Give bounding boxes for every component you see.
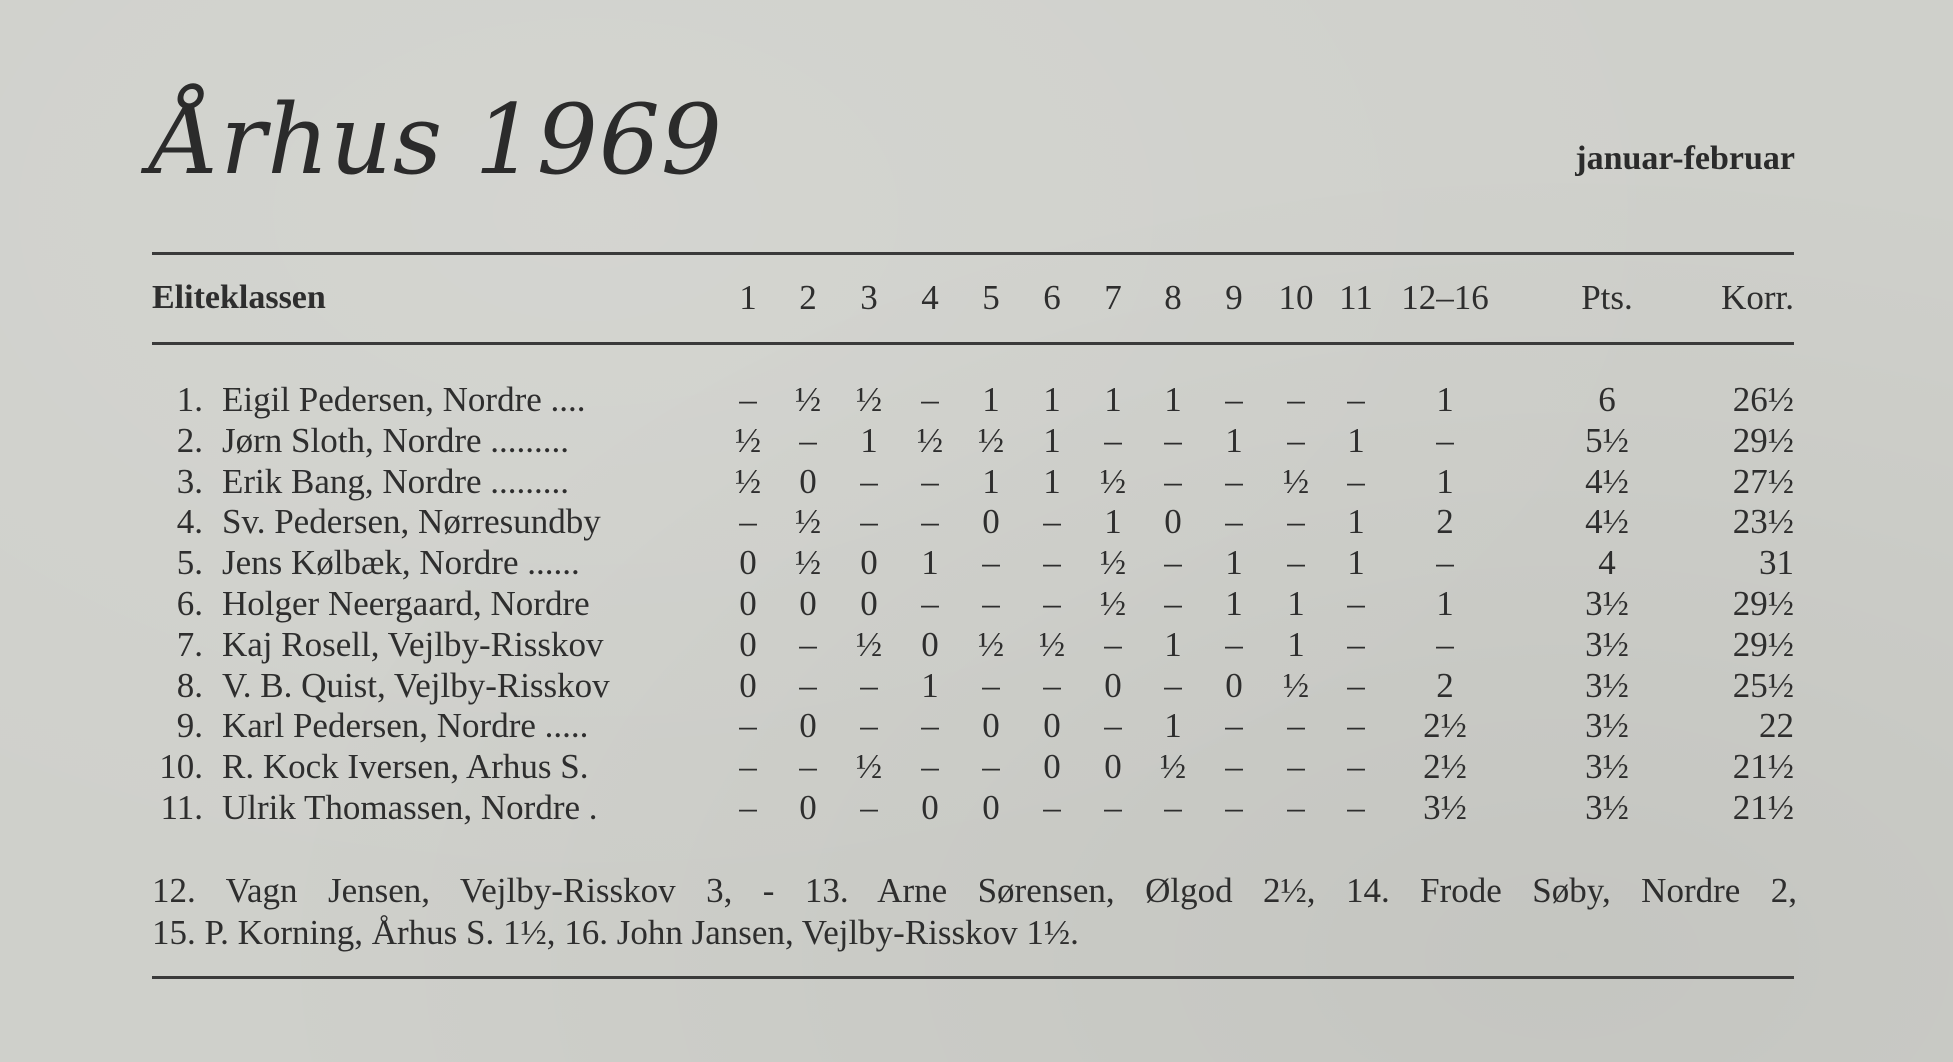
result-cell: – — [860, 665, 878, 705]
table-row — [0, 502, 1953, 542]
result-cell: – — [1436, 543, 1454, 583]
column-header: 4 — [921, 278, 939, 317]
points: 4 — [1598, 543, 1616, 583]
column-header: Pts. — [1581, 278, 1633, 317]
result-cell: ½ — [855, 380, 883, 419]
result-cell: 1 — [1164, 624, 1182, 664]
column-header: 2 — [799, 278, 817, 317]
top-divider — [152, 252, 1794, 255]
result-cell: 1 — [1436, 461, 1454, 501]
result-cell: – — [1347, 747, 1365, 787]
column-header: 7 — [1104, 278, 1122, 317]
korr-score: 21½ — [1732, 788, 1794, 827]
result-cell: 1 — [1164, 706, 1182, 746]
result-cell: – — [1104, 706, 1122, 746]
korr-score: 29½ — [1732, 420, 1794, 460]
rank: 3. — [176, 461, 203, 501]
rank: 5. — [176, 543, 203, 583]
result-cell: – — [1225, 624, 1243, 664]
result-cell: – — [1225, 380, 1243, 419]
result-cell: 1 — [921, 665, 939, 705]
result-cell: – — [1164, 584, 1182, 623]
result-cell: 1 — [1104, 380, 1122, 419]
result-cell: 0 — [982, 502, 1000, 542]
result-cell: 1 — [1043, 380, 1061, 419]
korr-score: 29½ — [1732, 624, 1794, 664]
footer-line-1: 12. Vagn Jensen, Vejlby-Risskov 3, - 13. Arne Sørensen, Ølgod 2½, 14. Frode Søby, Nordre 2, — [152, 871, 1797, 910]
result-cell: 0 — [799, 706, 817, 746]
result-cell: ½ — [794, 502, 822, 542]
result-cell: 1 — [982, 461, 1000, 501]
result-cell: – — [1164, 665, 1182, 705]
result-cell: 0 — [799, 788, 817, 827]
result-cell: 1 — [1043, 461, 1061, 501]
result-cell: – — [982, 747, 1000, 787]
result-cell: – — [1043, 584, 1061, 623]
column-header: 9 — [1225, 278, 1243, 317]
column-header: 12–16 — [1401, 278, 1489, 317]
result-cell: 1 — [1287, 624, 1305, 664]
header-divider — [152, 342, 1794, 345]
result-cell: ½ — [916, 420, 944, 460]
korr-score: 27½ — [1732, 461, 1794, 501]
date-range: januar-februar — [1575, 140, 1795, 177]
result-cell: ½ — [1282, 665, 1310, 705]
player-name: V. B. Quist, Vejlby-Risskov — [222, 665, 610, 705]
points: 3½ — [1585, 706, 1629, 746]
result-cell: – — [1225, 788, 1243, 827]
result-cell: – — [1436, 624, 1454, 664]
column-header: Korr. — [1721, 278, 1794, 317]
result-cell: – — [799, 747, 817, 787]
result-cell: 2 — [1436, 665, 1454, 705]
result-cell: – — [1436, 420, 1454, 460]
result-cell: – — [1043, 543, 1061, 583]
column-header: 10 — [1278, 278, 1314, 317]
result-cell: 1 — [1104, 502, 1122, 542]
table-row — [0, 584, 1953, 624]
result-cell: 0 — [1043, 706, 1061, 746]
result-cell: – — [1287, 380, 1305, 419]
table-header — [0, 278, 1953, 318]
result-cell: – — [1287, 420, 1305, 460]
korr-score: 31 — [1759, 543, 1794, 583]
result-cell: 2½ — [1423, 706, 1467, 746]
column-header: 1 — [739, 278, 757, 317]
result-cell: 1 — [860, 420, 878, 460]
player-name: Ulrik Thomassen, Nordre . — [222, 788, 598, 827]
result-cell: – — [921, 706, 939, 746]
result-cell: – — [1347, 788, 1365, 827]
rank: 6. — [176, 584, 203, 623]
result-cell: 0 — [921, 624, 939, 664]
result-cell: 1 — [1436, 584, 1454, 623]
result-cell: – — [739, 380, 757, 419]
result-cell: – — [860, 461, 878, 501]
result-cell: – — [1287, 788, 1305, 827]
table-row — [0, 747, 1953, 787]
result-cell: 1 — [1225, 584, 1243, 623]
result-cell: – — [921, 502, 939, 542]
column-header: 3 — [860, 278, 878, 317]
points: 3½ — [1585, 788, 1629, 827]
result-cell: – — [1164, 420, 1182, 460]
result-cell: – — [1347, 380, 1365, 419]
page-title: Århus 1969 — [150, 84, 723, 196]
result-cell: – — [860, 706, 878, 746]
korr-score: 21½ — [1732, 747, 1794, 787]
result-cell: – — [1347, 706, 1365, 746]
result-cell: 1 — [1225, 420, 1243, 460]
result-cell: 0 — [1043, 747, 1061, 787]
result-cell: – — [982, 543, 1000, 583]
result-cell: – — [1347, 584, 1365, 623]
result-cell: – — [1164, 543, 1182, 583]
result-cell: 0 — [921, 788, 939, 827]
result-cell: ½ — [734, 461, 762, 501]
rank: 2. — [176, 420, 203, 460]
rank: 9. — [176, 706, 203, 746]
footer-line-2: 15. P. Korning, Århus S. 1½, 16. John Jansen, Vejlby-Risskov 1½. — [152, 913, 1079, 952]
rank: 8. — [176, 665, 203, 705]
result-cell: 0 — [739, 665, 757, 705]
result-cell: 0 — [982, 706, 1000, 746]
result-cell: 1 — [1287, 584, 1305, 623]
result-cell: – — [799, 665, 817, 705]
korr-score: 29½ — [1732, 584, 1794, 623]
result-cell: 0 — [799, 584, 817, 623]
result-cell: – — [1043, 788, 1061, 827]
bottom-divider — [152, 976, 1794, 979]
result-cell: ½ — [1159, 747, 1187, 787]
result-cell: 0 — [860, 543, 878, 583]
column-header: 5 — [982, 278, 1000, 317]
result-cell: ½ — [734, 420, 762, 460]
result-cell: 1 — [1436, 380, 1454, 419]
rank: 1. — [176, 380, 203, 419]
result-cell: ½ — [794, 380, 822, 419]
result-cell: – — [1225, 706, 1243, 746]
korr-score: 25½ — [1732, 665, 1794, 705]
column-header: 8 — [1164, 278, 1182, 317]
player-name: Holger Neergaard, Nordre — [222, 584, 590, 623]
result-cell: – — [921, 584, 939, 623]
result-cell: – — [1104, 420, 1122, 460]
player-name: Jens Kølbæk, Nordre ...... — [222, 543, 580, 583]
player-name: Eigil Pedersen, Nordre .... — [222, 380, 586, 419]
result-cell: – — [739, 747, 757, 787]
result-cell: – — [1164, 788, 1182, 827]
result-cell: – — [1043, 502, 1061, 542]
result-cell: ½ — [977, 624, 1005, 664]
result-cell: – — [1287, 747, 1305, 787]
result-cell: – — [1225, 747, 1243, 787]
points: 3½ — [1585, 665, 1629, 705]
result-cell: – — [1164, 461, 1182, 501]
table-row — [0, 625, 1953, 665]
table-row — [0, 543, 1953, 583]
result-cell: – — [982, 584, 1000, 623]
footer-notes — [152, 870, 1797, 954]
result-cell: 1 — [921, 543, 939, 583]
table-row — [0, 666, 1953, 706]
result-cell: – — [799, 420, 817, 460]
result-cell: 0 — [739, 624, 757, 664]
table-row — [0, 788, 1953, 828]
result-cell: ½ — [855, 624, 883, 664]
column-header: 6 — [1043, 278, 1061, 317]
result-cell: – — [1104, 788, 1122, 827]
korr-score: 22 — [1759, 706, 1794, 746]
result-cell: – — [1347, 461, 1365, 501]
result-cell: 1 — [1347, 502, 1365, 542]
result-cell: 0 — [739, 543, 757, 583]
player-name: Kaj Rosell, Vejlby-Risskov — [222, 624, 604, 664]
result-cell: – — [1225, 461, 1243, 501]
result-cell: – — [799, 624, 817, 664]
result-cell: – — [1104, 624, 1122, 664]
result-cell: – — [1347, 665, 1365, 705]
points: 5½ — [1585, 420, 1629, 460]
result-cell: – — [982, 665, 1000, 705]
class-name: Eliteklassen — [152, 279, 326, 316]
result-cell: ½ — [977, 420, 1005, 460]
result-cell: 0 — [799, 461, 817, 501]
result-cell: – — [1347, 624, 1365, 664]
player-name: Jørn Sloth, Nordre ......... — [222, 420, 570, 460]
result-cell: ½ — [1038, 624, 1066, 664]
result-cell: – — [1043, 665, 1061, 705]
result-cell: 0 — [1104, 747, 1122, 787]
points: 4½ — [1585, 502, 1629, 542]
result-cell: – — [1287, 502, 1305, 542]
result-cell: 3½ — [1423, 788, 1467, 827]
result-cell: 0 — [1104, 665, 1122, 705]
result-cell: 0 — [1164, 502, 1182, 542]
result-cell: – — [1287, 543, 1305, 583]
result-cell: – — [1287, 706, 1305, 746]
result-cell: ½ — [1282, 461, 1310, 501]
result-cell: 0 — [982, 788, 1000, 827]
result-cell: 1 — [1225, 543, 1243, 583]
korr-score: 26½ — [1732, 380, 1794, 419]
points: 3½ — [1585, 584, 1629, 623]
result-cell: 0 — [1225, 665, 1243, 705]
points: 4½ — [1585, 461, 1629, 501]
points: 3½ — [1585, 624, 1629, 664]
result-cell: 0 — [860, 584, 878, 623]
result-cell: – — [1225, 502, 1243, 542]
result-cell: ½ — [1099, 543, 1127, 583]
result-cell: 1 — [1043, 420, 1061, 460]
table-row — [0, 706, 1953, 746]
result-cell: – — [921, 380, 939, 419]
rank: 11. — [160, 788, 203, 827]
points: 3½ — [1585, 747, 1629, 787]
result-cell: ½ — [1099, 461, 1127, 501]
column-header: 11 — [1339, 278, 1373, 317]
result-cell: ½ — [794, 543, 822, 583]
result-cell: – — [739, 706, 757, 746]
result-cell: – — [921, 461, 939, 501]
player-name: Karl Pedersen, Nordre ..... — [222, 706, 589, 746]
result-cell: 2 — [1436, 502, 1454, 542]
result-cell: ½ — [1099, 584, 1127, 623]
result-cell: – — [860, 788, 878, 827]
table-row — [0, 380, 1953, 420]
rank: 10. — [159, 747, 203, 787]
result-cell: – — [860, 502, 878, 542]
player-name: Erik Bang, Nordre ......... — [222, 461, 570, 501]
table-row — [0, 462, 1953, 502]
table-row — [0, 421, 1953, 461]
result-cell: – — [739, 788, 757, 827]
result-cell: 1 — [1164, 380, 1182, 419]
rank: 4. — [176, 502, 203, 542]
player-name: R. Kock Iversen, Arhus S. — [222, 747, 589, 787]
result-cell: 1 — [1347, 420, 1365, 460]
result-cell: 2½ — [1423, 747, 1467, 787]
result-cell: 1 — [1347, 543, 1365, 583]
player-name: Sv. Pedersen, Nørresundby — [222, 502, 601, 542]
result-cell: 1 — [982, 380, 1000, 419]
korr-score: 23½ — [1732, 502, 1794, 542]
result-cell: ½ — [855, 747, 883, 787]
rank: 7. — [176, 624, 203, 664]
result-cell: 0 — [739, 584, 757, 623]
points: 6 — [1598, 380, 1616, 419]
result-cell: – — [921, 747, 939, 787]
result-cell: – — [739, 502, 757, 542]
